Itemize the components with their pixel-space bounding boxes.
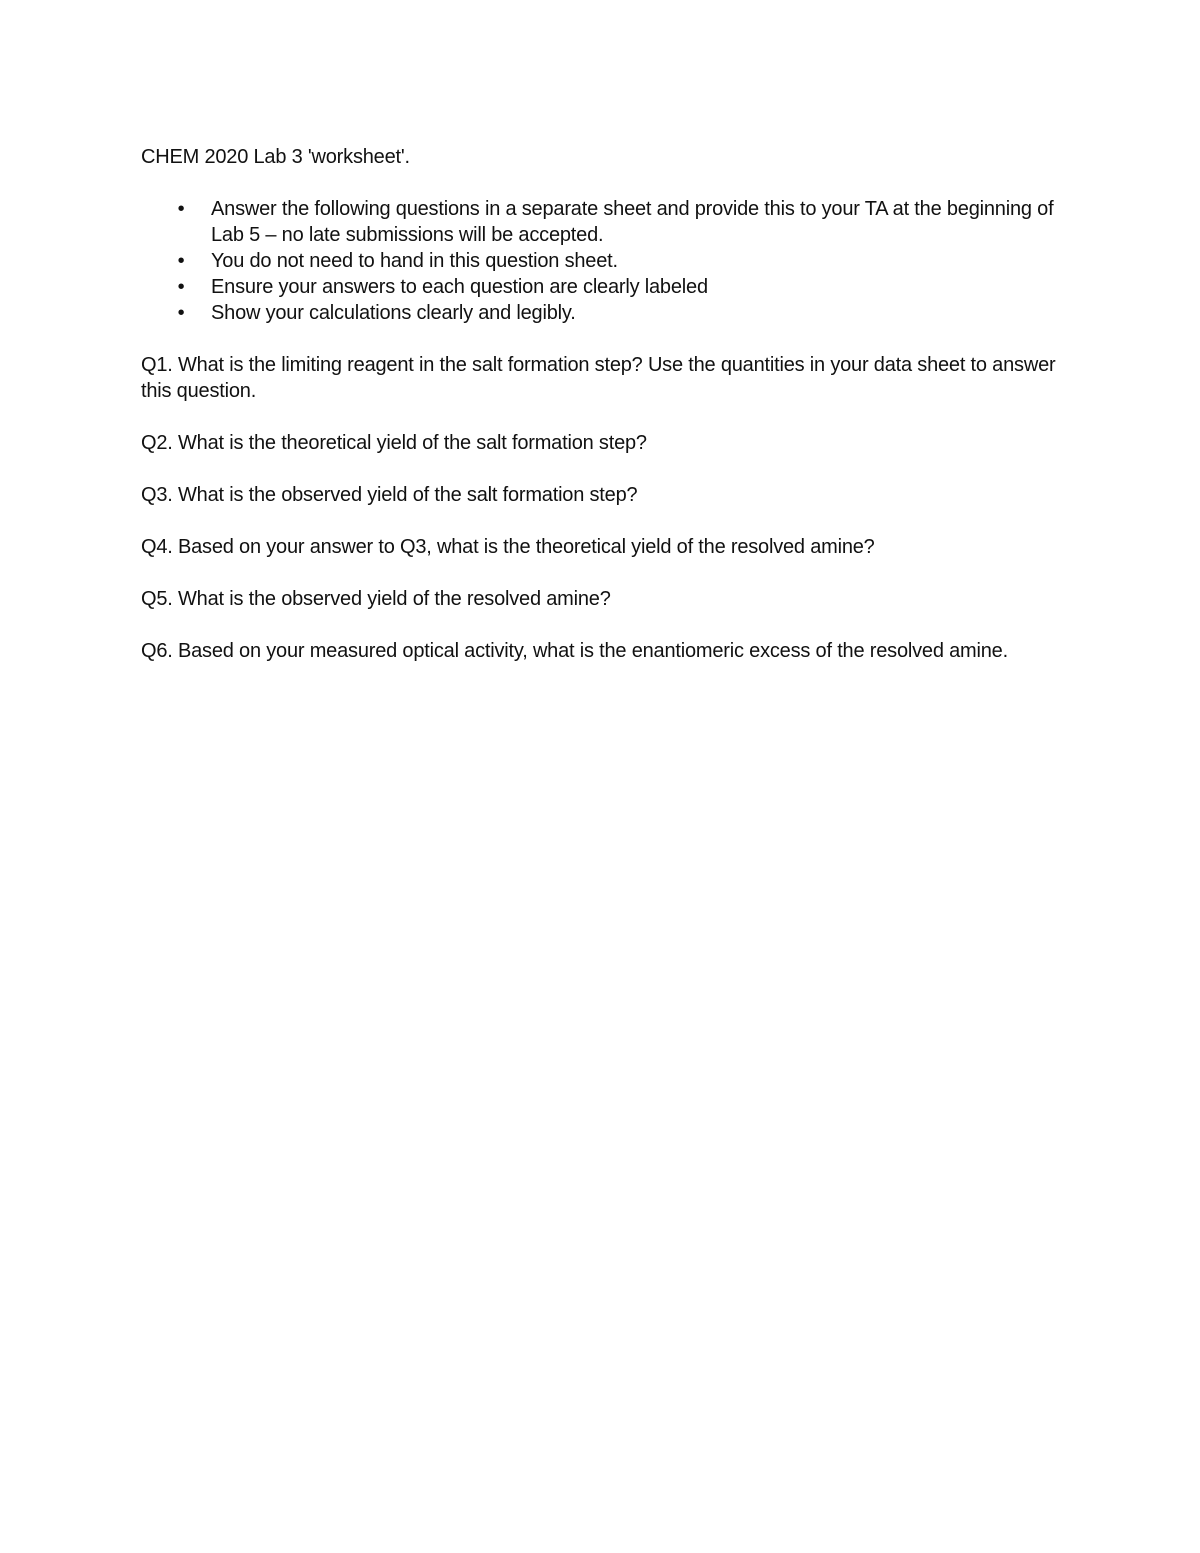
instruction-item — [141, 300, 1061, 326]
bullet-icon: • — [177, 302, 185, 324]
document-body — [141, 144, 1061, 690]
bullet-icon: • — [177, 276, 185, 298]
instruction-item — [141, 248, 1061, 274]
document-title: CHEM 2020 Lab 3 'worksheet'. — [141, 146, 410, 168]
instruction-text: Answer the following questions in a separate sheet and provide this to your TA at the beginning of Lab 5 – no late submissions will be accepted. — [211, 198, 1054, 246]
instruction-item — [141, 274, 1061, 300]
bullet-icon: • — [177, 250, 185, 272]
question-4: Q4. Based on your answer to Q3, what is the theoretical yield of the resolved amine? — [141, 536, 875, 558]
instructions-list — [141, 196, 1061, 326]
question-1: Q1. What is the limiting reagent in the salt formation step? Use the quantities in your data sheet to answer this question. — [141, 354, 1056, 402]
question-2: Q2. What is the theoretical yield of the salt formation step? — [141, 432, 647, 454]
bullet-icon: • — [177, 198, 185, 220]
instruction-text: Show your calculations clearly and legibly. — [211, 302, 576, 324]
instruction-text: You do not need to hand in this question sheet. — [211, 250, 618, 272]
instruction-item — [141, 196, 1061, 248]
question-6: Q6. Based on your measured optical activity, what is the enantiomeric excess of the resolved amine. — [141, 640, 1008, 662]
instruction-text: Ensure your answers to each question are clearly labeled — [211, 276, 708, 298]
question-3: Q3. What is the observed yield of the salt formation step? — [141, 484, 638, 506]
question-5: Q5. What is the observed yield of the resolved amine? — [141, 588, 611, 610]
